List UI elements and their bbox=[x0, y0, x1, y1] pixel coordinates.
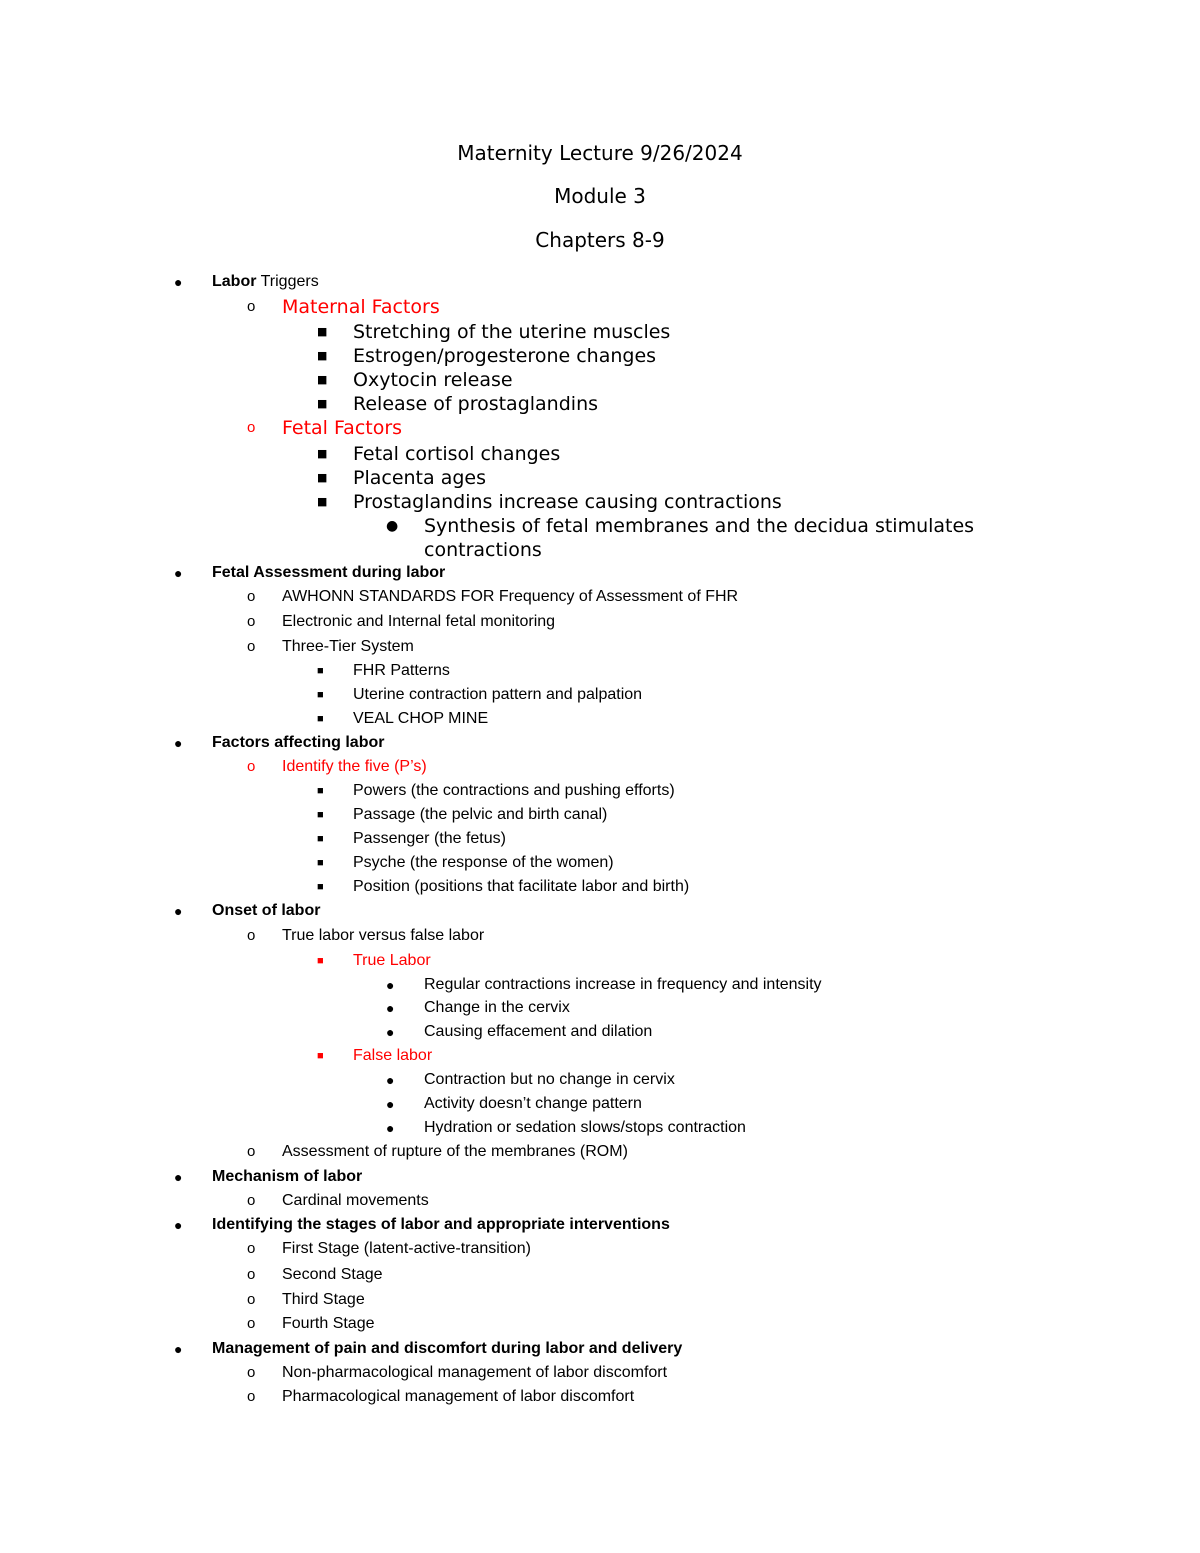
bullet-icon: ● bbox=[386, 1072, 395, 1088]
fetal-item-text: Fetal cortisol changes bbox=[353, 443, 561, 465]
three-tier-item-text: Uterine contraction pattern and palpation bbox=[353, 686, 643, 703]
list-item bbox=[0, 320, 1200, 344]
pain-management-label: Management of pain and discomfort during labor and delivery bbox=[212, 1340, 683, 1357]
mechanism-item-text: Cardinal movements bbox=[282, 1192, 429, 1209]
circle-bullet-icon: o bbox=[247, 1192, 256, 1209]
pain-item-text: Pharmacological management of labor discomfort bbox=[282, 1388, 635, 1405]
list-item bbox=[0, 1092, 1200, 1116]
square-bullet-icon: ■ bbox=[317, 833, 324, 845]
bullet-icon: ● bbox=[386, 1024, 395, 1040]
square-bullet-icon: ■ bbox=[317, 785, 324, 797]
identify-five-label: Identify the five (P’s) bbox=[282, 758, 427, 775]
stage-item-text: Fourth Stage bbox=[282, 1315, 375, 1332]
square-bullet-icon: ■ bbox=[317, 495, 328, 508]
true-labor-label: True Labor bbox=[353, 952, 431, 969]
circle-bullet-icon: o bbox=[247, 1143, 256, 1160]
five-p-item-text: Powers (the contractions and pushing efforts) bbox=[353, 782, 675, 799]
circle-bullet-icon: o bbox=[247, 638, 256, 655]
list-item bbox=[0, 803, 1200, 827]
fetal-item-text: Prostaglandins increase causing contractions bbox=[353, 491, 782, 513]
bullet-icon: ● bbox=[174, 274, 183, 290]
list-item-onset bbox=[0, 899, 1200, 923]
list-item-labor-triggers bbox=[0, 270, 1200, 294]
list-item bbox=[0, 827, 1200, 851]
mechanism-label: Mechanism of labor bbox=[212, 1168, 363, 1185]
square-bullet-icon: ■ bbox=[317, 397, 328, 410]
true-labor-item-text: Change in the cervix bbox=[424, 999, 570, 1016]
five-p-item-text: Position (positions that facilitate labor and birth) bbox=[353, 878, 690, 895]
list-item-factors-affecting bbox=[0, 731, 1200, 755]
three-tier-item-text: VEAL CHOP MINE bbox=[353, 710, 489, 727]
circle-bullet-icon: o bbox=[247, 1315, 256, 1332]
stage-item-text: Second Stage bbox=[282, 1266, 383, 1283]
list-item bbox=[0, 368, 1200, 392]
square-bullet-icon: ■ bbox=[317, 471, 328, 484]
list-item bbox=[0, 875, 1200, 899]
square-bullet-icon: ■ bbox=[317, 689, 324, 701]
bullet-icon: ● bbox=[174, 565, 183, 581]
circle-bullet-icon: o bbox=[247, 1240, 256, 1257]
list-item-stages bbox=[0, 1213, 1200, 1237]
circle-bullet-icon: o bbox=[247, 1364, 256, 1381]
fetal-assessment-item-text: Three-Tier System bbox=[282, 638, 414, 655]
list-item-pain-management bbox=[0, 1337, 1200, 1361]
list-item bbox=[0, 466, 1200, 490]
true-labor-item-text: Regular contractions increase in frequency and intensity bbox=[424, 976, 822, 993]
fetal-assessment-item-text: AWHONN STANDARDS FOR Frequency of Assessment of FHR bbox=[282, 588, 739, 605]
stage-item-text: First Stage (latent-active-transition) bbox=[282, 1240, 531, 1257]
maternal-item-text: Estrogen/progesterone changes bbox=[353, 345, 657, 367]
list-item-mechanism bbox=[0, 1165, 1200, 1189]
circle-bullet-icon: o bbox=[247, 927, 256, 944]
circle-bullet-icon: o bbox=[247, 1388, 256, 1405]
circle-bullet-icon: o bbox=[247, 419, 256, 436]
true-labor-item-text: Causing effacement and dilation bbox=[424, 1023, 653, 1040]
square-bullet-icon: ■ bbox=[317, 881, 324, 893]
circle-bullet-icon: o bbox=[247, 1291, 256, 1308]
fetal-assessment-item-text: Electronic and Internal fetal monitoring bbox=[282, 613, 556, 630]
list-item-continuation bbox=[0, 538, 1200, 562]
bullet-icon: ● bbox=[174, 735, 183, 751]
list-item bbox=[0, 635, 1200, 659]
stages-label: Identifying the stages of labor and appropriate interventions bbox=[212, 1216, 670, 1233]
bullet-icon: ● bbox=[386, 1096, 395, 1112]
maternal-item-text: Oxytocin release bbox=[353, 369, 513, 391]
onset-label: Onset of labor bbox=[212, 902, 321, 919]
list-item-maternal-factors bbox=[0, 295, 1200, 319]
square-bullet-icon: ■ bbox=[317, 955, 324, 967]
list-item bbox=[0, 514, 1200, 538]
square-bullet-icon: ■ bbox=[317, 325, 328, 338]
maternal-factors-label: Maternal Factors bbox=[282, 296, 440, 318]
circle-bullet-icon: o bbox=[247, 588, 256, 605]
list-item-false-labor bbox=[0, 1044, 1200, 1068]
stage-item-text: Third Stage bbox=[282, 1291, 365, 1308]
module-label: Module 3 bbox=[554, 184, 646, 208]
square-bullet-icon: ■ bbox=[317, 1050, 324, 1062]
bullet-icon: ● bbox=[386, 1120, 395, 1136]
bullet-icon: ● bbox=[386, 1000, 395, 1016]
rom-text: Assessment of rupture of the membranes (ROM) bbox=[282, 1143, 628, 1160]
bullet-icon: ● bbox=[174, 1217, 183, 1233]
list-item bbox=[0, 924, 1200, 948]
circle-bullet-icon: o bbox=[247, 1266, 256, 1283]
fetal-assessment-label: Fetal Assessment during labor bbox=[212, 564, 446, 581]
three-tier-item-text: FHR Patterns bbox=[353, 662, 450, 679]
document-title: Maternity Lecture 9/26/2024 bbox=[457, 141, 743, 165]
list-item bbox=[0, 1385, 1200, 1409]
bullet-icon: ● bbox=[174, 1341, 183, 1357]
list-item-identify-five bbox=[0, 755, 1200, 779]
list-item bbox=[0, 707, 1200, 731]
false-labor-item-text: Contraction but no change in cervix bbox=[424, 1071, 675, 1088]
factors-affecting-label: Factors affecting labor bbox=[212, 734, 385, 751]
list-item bbox=[0, 996, 1200, 1020]
list-item bbox=[0, 490, 1200, 514]
bullet-icon: ● bbox=[174, 903, 183, 919]
list-item bbox=[0, 1237, 1200, 1261]
list-item bbox=[0, 442, 1200, 466]
list-item-fetal-assessment bbox=[0, 561, 1200, 585]
pain-item-text: Non-pharmacological management of labor discomfort bbox=[282, 1364, 668, 1381]
list-item-true-labor bbox=[0, 949, 1200, 973]
list-item bbox=[0, 779, 1200, 803]
five-p-item-text: Psyche (the response of the women) bbox=[353, 854, 614, 871]
false-labor-item-text: Activity doesn’t change pattern bbox=[424, 1095, 642, 1112]
list-item bbox=[0, 1263, 1200, 1287]
list-item bbox=[0, 1312, 1200, 1336]
list-item bbox=[0, 585, 1200, 609]
square-bullet-icon: ■ bbox=[317, 665, 324, 677]
maternal-item-text: Release of prostaglandins bbox=[353, 393, 599, 415]
list-item bbox=[0, 1189, 1200, 1213]
list-item bbox=[0, 344, 1200, 368]
list-item bbox=[0, 1116, 1200, 1140]
square-bullet-icon: ■ bbox=[317, 809, 324, 821]
square-bullet-icon: ■ bbox=[317, 447, 328, 460]
bullet-icon: ● bbox=[386, 518, 399, 534]
circle-bullet-icon: o bbox=[247, 758, 256, 775]
circle-bullet-icon: o bbox=[247, 613, 256, 630]
fetal-subitem-text: contractions bbox=[424, 539, 542, 561]
fetal-subitem-text: Synthesis of fetal membranes and the decidua stimulates bbox=[424, 515, 975, 537]
list-item bbox=[0, 973, 1200, 997]
list-item bbox=[0, 1068, 1200, 1092]
chapters-label: Chapters 8-9 bbox=[535, 228, 665, 252]
false-labor-item-text: Hydration or sedation slows/stops contraction bbox=[424, 1119, 746, 1136]
list-item bbox=[0, 1140, 1200, 1164]
labor-triggers-rest: Triggers bbox=[256, 273, 319, 290]
square-bullet-icon: ■ bbox=[317, 349, 328, 362]
list-item-fetal-factors bbox=[0, 416, 1200, 440]
fetal-item-text: Placenta ages bbox=[353, 467, 486, 489]
list-item bbox=[0, 1361, 1200, 1385]
list-item bbox=[0, 392, 1200, 416]
false-labor-label: False labor bbox=[353, 1047, 433, 1064]
bullet-icon: ● bbox=[386, 977, 395, 993]
list-item bbox=[0, 610, 1200, 634]
circle-bullet-icon: o bbox=[247, 298, 256, 315]
list-item bbox=[0, 683, 1200, 707]
fetal-factors-label: Fetal Factors bbox=[282, 417, 403, 439]
square-bullet-icon: ■ bbox=[317, 857, 324, 869]
list-item bbox=[0, 659, 1200, 683]
list-item bbox=[0, 1020, 1200, 1044]
list-item bbox=[0, 851, 1200, 875]
true-vs-false-text: True labor versus false labor bbox=[282, 927, 485, 944]
maternal-item-text: Stretching of the uterine muscles bbox=[353, 321, 671, 343]
five-p-item-text: Passage (the pelvic and birth canal) bbox=[353, 806, 608, 823]
five-p-item-text: Passenger (the fetus) bbox=[353, 830, 506, 847]
square-bullet-icon: ■ bbox=[317, 373, 328, 386]
square-bullet-icon: ■ bbox=[317, 713, 324, 725]
list-item bbox=[0, 1288, 1200, 1312]
labor-triggers-bold: Labor bbox=[212, 273, 257, 290]
bullet-icon: ● bbox=[174, 1169, 183, 1185]
